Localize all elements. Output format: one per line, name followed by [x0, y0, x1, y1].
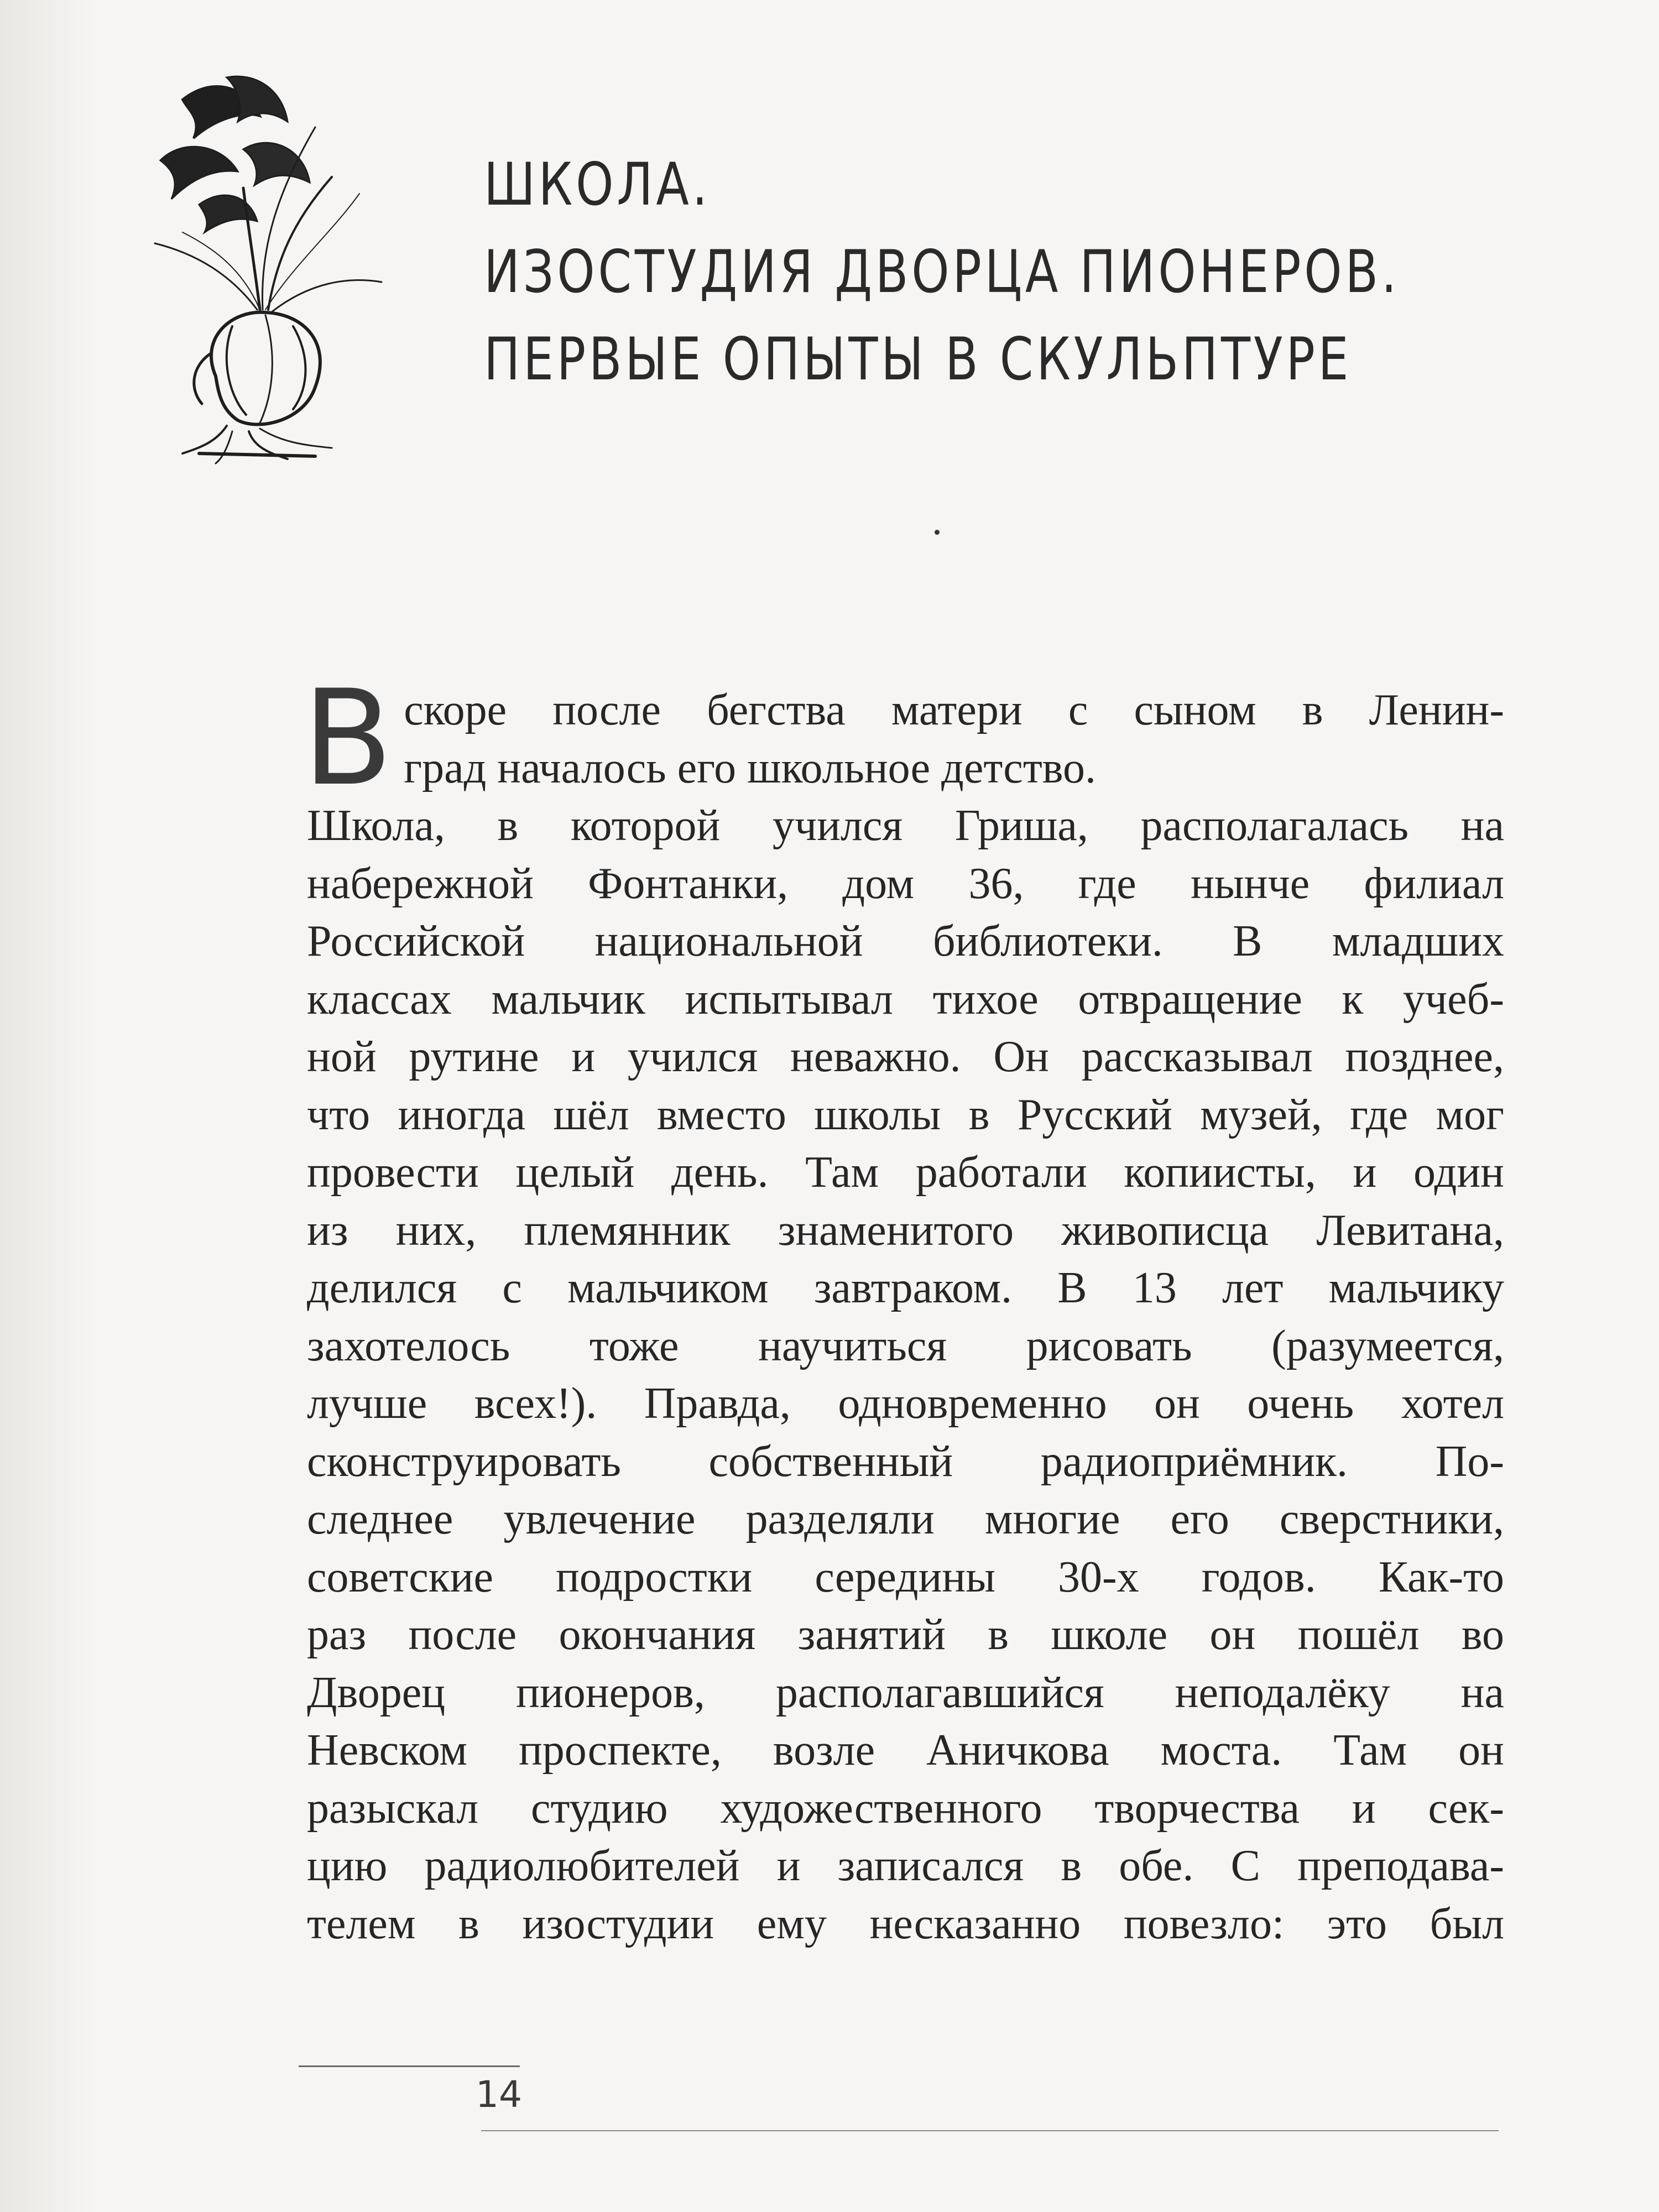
text-line: град началось его школьное детство.	[404, 743, 1096, 792]
text-line: делился с мальчиком завтраком. В 13 лет мальчику	[307, 1264, 1504, 1312]
drop-cap: В	[302, 662, 393, 815]
text-line: Дворец пионеров, располагавшийся неподалёку на	[307, 1668, 1504, 1717]
chapter-heading	[484, 141, 1400, 403]
body-paragraph	[302, 662, 1504, 1953]
text-line: Невском проспекте, возле Аничкова моста. Там он	[307, 1726, 1504, 1775]
page-gutter-shadow	[0, 0, 94, 2212]
text-line: сконструировать собственный радиоприёмник. По-	[307, 1437, 1504, 1486]
text-line: Школа, в которой учился Гриша, располагалась на	[307, 801, 1504, 850]
text-line: лучше всех!). Правда, одновременно он очень хотел	[307, 1379, 1504, 1428]
text-line: провести целый день. Там работали копиисты, и один	[307, 1148, 1504, 1197]
text-line: разыскал студию художественного творчества и сек-	[307, 1783, 1504, 1833]
heading-line-2: ИЗОСТУДИЯ ДВОРЦА ПИОНЕРОВ.	[484, 238, 1400, 306]
text-line: захотелось тоже научиться рисовать (разумеется,	[307, 1321, 1504, 1370]
heading-line-3: ПЕРВЫЕ ОПЫТЫ В СКУЛЬПТУРЕ	[484, 325, 1352, 393]
text-line: скоре после бегства матери с сыном в Ленин-	[404, 686, 1504, 734]
footer-rule-long	[481, 2130, 1499, 2131]
text-line: следнее увлечение разделяли многие его сверстники,	[307, 1495, 1504, 1543]
text-line: набережной Фонтанки, дом 36, где нынче филиал	[307, 859, 1504, 908]
page-number: 14	[476, 2073, 522, 2116]
text-line: советские подростки середины 30-х годов. Как-то	[307, 1552, 1504, 1601]
text-line: Российской национальной библиотеки. В младших	[307, 917, 1504, 966]
heading-line-1: ШКОЛА.	[484, 150, 711, 218]
text-line: что иногда шёл вместо школы в Русский музей, где мог	[307, 1090, 1504, 1139]
text-line: классах мальчик испытывал тихое отвращение к учеб-	[307, 974, 1504, 1024]
text-line: телем в изостудии ему несказанно повезло: это был	[307, 1899, 1504, 1948]
print-speck	[935, 530, 940, 535]
footer-rule-short	[299, 2065, 520, 2067]
flower-sketch-icon	[149, 66, 404, 465]
text-line: ной рутине и учился неважно. Он рассказывал позднее,	[307, 1032, 1504, 1081]
text-line: цию радиолюбителей и записался в обе. С преподава-	[307, 1841, 1504, 1890]
text-line: из них, племянник знаменитого живописца Левитана,	[307, 1206, 1504, 1255]
text-line: раз после окончания занятий в школе он пошёл во	[307, 1610, 1504, 1659]
